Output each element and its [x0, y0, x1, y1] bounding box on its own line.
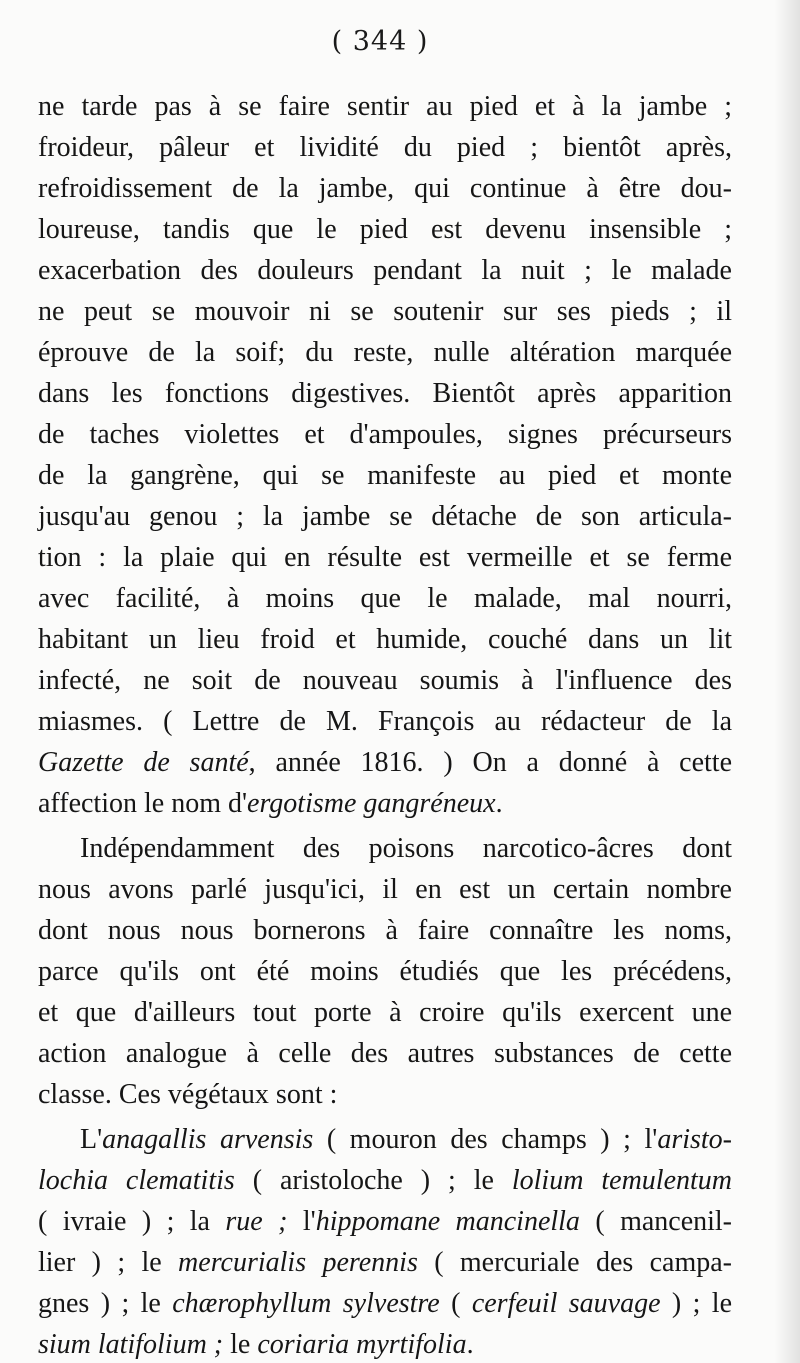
- text-run: éprouve de la soif; du reste, nulle altération marquée: [38, 337, 732, 368]
- text-line: [38, 209, 732, 250]
- text-line: [38, 168, 732, 209]
- text-run: dont nous nous bornerons à faire connaître les noms,: [38, 915, 732, 946]
- text-line: [38, 783, 732, 824]
- text-run: miasmes. ( Lettre de M. François au rédacteur de la: [38, 706, 732, 737]
- text-run: habitant un lieu froid et humide, couché dans un lit: [38, 624, 732, 655]
- text-line: [38, 869, 732, 910]
- text-run: ( ivraie ) ; la: [38, 1206, 226, 1237]
- italic-text: hippomane mancinella: [315, 1206, 580, 1237]
- italic-text: cerfeuil sauvage: [471, 1288, 661, 1319]
- text-run: ) ; le: [660, 1288, 732, 1319]
- text-run: lier ) ; le: [38, 1247, 179, 1278]
- text-run: .: [495, 788, 503, 819]
- text-line: [38, 619, 732, 660]
- text-line: [38, 496, 732, 537]
- paragraph: [38, 1115, 732, 1363]
- text-run: ( mancenil-: [579, 1206, 733, 1237]
- text-run: tion : la plaie qui en résulte est vermeille et se ferme: [38, 542, 732, 573]
- page-edge-shadow: [774, 0, 800, 1363]
- italic-text: rue ;: [225, 1206, 288, 1237]
- page-text: [38, 86, 732, 1363]
- italic-text: sium latifolium ;: [38, 1329, 224, 1360]
- italic-text: Gazette de santé: [38, 747, 249, 778]
- text-run: L': [80, 1124, 103, 1155]
- text-line: [38, 127, 732, 168]
- text-run: , année 1816. ) On a donné à cette: [248, 747, 733, 778]
- page-number: ( 344 ): [331, 26, 429, 57]
- text-line: [38, 1033, 732, 1074]
- text-run: classe. Ces végétaux sont :: [38, 1079, 338, 1110]
- text-line: [38, 373, 732, 414]
- text-line: [38, 291, 732, 332]
- text-line: [38, 1119, 732, 1160]
- text-run: nous avons parlé jusqu'ici, il en est un certain nombre: [38, 874, 732, 905]
- text-run: affection le nom d': [38, 788, 248, 819]
- text-run: (: [439, 1288, 472, 1319]
- text-line: [38, 578, 732, 619]
- text-run: action analogue à celle des autres substances de cette: [38, 1038, 732, 1069]
- text-run: dans les fonctions digestives. Bientôt après apparition: [38, 378, 732, 409]
- text-run: parce qu'ils ont été moins étudiés que les précédens,: [38, 956, 732, 987]
- text-line: [38, 910, 732, 951]
- text-run: froideur, pâleur et lividité du pied ; bientôt après,: [38, 132, 732, 163]
- text-line: [38, 414, 732, 455]
- text-run: de la gangrène, qui se manifeste au pied et monte: [38, 460, 732, 491]
- italic-text: anagallis arvensis: [102, 1124, 314, 1155]
- text-line: [38, 1160, 732, 1201]
- text-run: loureuse, tandis que le pied est devenu insensible ;: [38, 214, 732, 245]
- text-line: [38, 1074, 732, 1115]
- text-line: [38, 1201, 732, 1242]
- italic-text: lolium temulentum: [511, 1165, 732, 1196]
- paragraph: [38, 824, 732, 1115]
- text-line: [38, 1324, 732, 1363]
- text-run: ( mercuriale des campa-: [417, 1247, 733, 1278]
- text-line: [38, 660, 732, 701]
- text-run: ne peut se mouvoir ni se soutenir sur ses pieds ; il: [38, 296, 732, 327]
- text-line: [38, 951, 732, 992]
- italic-text: aristo-: [657, 1124, 732, 1155]
- text-run: ( aristoloche ) ; le: [234, 1165, 512, 1196]
- text-line: [38, 742, 732, 783]
- italic-text: coriaria myrtifolia: [257, 1329, 467, 1360]
- text-run: ne tarde pas à se faire sentir au pied et à la jambe ;: [38, 91, 732, 122]
- text-run: Indépendamment des poisons narcotico-âcres dont: [80, 833, 732, 864]
- text-line: [38, 537, 732, 578]
- text-run: gnes ) ; le: [38, 1288, 173, 1319]
- text-run: l': [287, 1206, 316, 1237]
- text-line: [38, 828, 732, 869]
- text-run: jusqu'au genou ; la jambe se détache de son articula-: [38, 501, 732, 532]
- text-run: ( mouron des champs ) ; l': [313, 1124, 658, 1155]
- text-line: [38, 701, 732, 742]
- text-run: de taches violettes et d'ampoules, signes précurseurs: [38, 419, 732, 450]
- text-line: [38, 1283, 732, 1324]
- italic-text: lochia clematitis: [38, 1165, 235, 1196]
- text-line: [38, 332, 732, 373]
- text-line: [38, 86, 732, 127]
- text-line: [38, 992, 732, 1033]
- text-run: infecté, ne soit de nouveau soumis à l'influence des: [38, 665, 732, 696]
- text-line: [38, 250, 732, 291]
- text-line: [38, 1242, 732, 1283]
- italic-text: mercurialis perennis: [178, 1247, 418, 1278]
- text-run: .: [466, 1329, 474, 1360]
- text-run: avec facilité, à moins que le malade, mal nourri,: [38, 583, 732, 614]
- text-line: [38, 455, 732, 496]
- text-run: le: [223, 1329, 258, 1360]
- text-run: exacerbation des douleurs pendant la nuit ; le malade: [38, 255, 732, 286]
- italic-text: ergotisme gangréneux: [247, 788, 496, 819]
- italic-text: chærophyllum sylvestre: [172, 1288, 440, 1319]
- text-run: et que d'ailleurs tout porte à croire qu'ils exercent une: [38, 997, 732, 1028]
- text-run: refroidissement de la jambe, qui continue à être dou-: [38, 173, 732, 204]
- paragraph: [38, 86, 732, 824]
